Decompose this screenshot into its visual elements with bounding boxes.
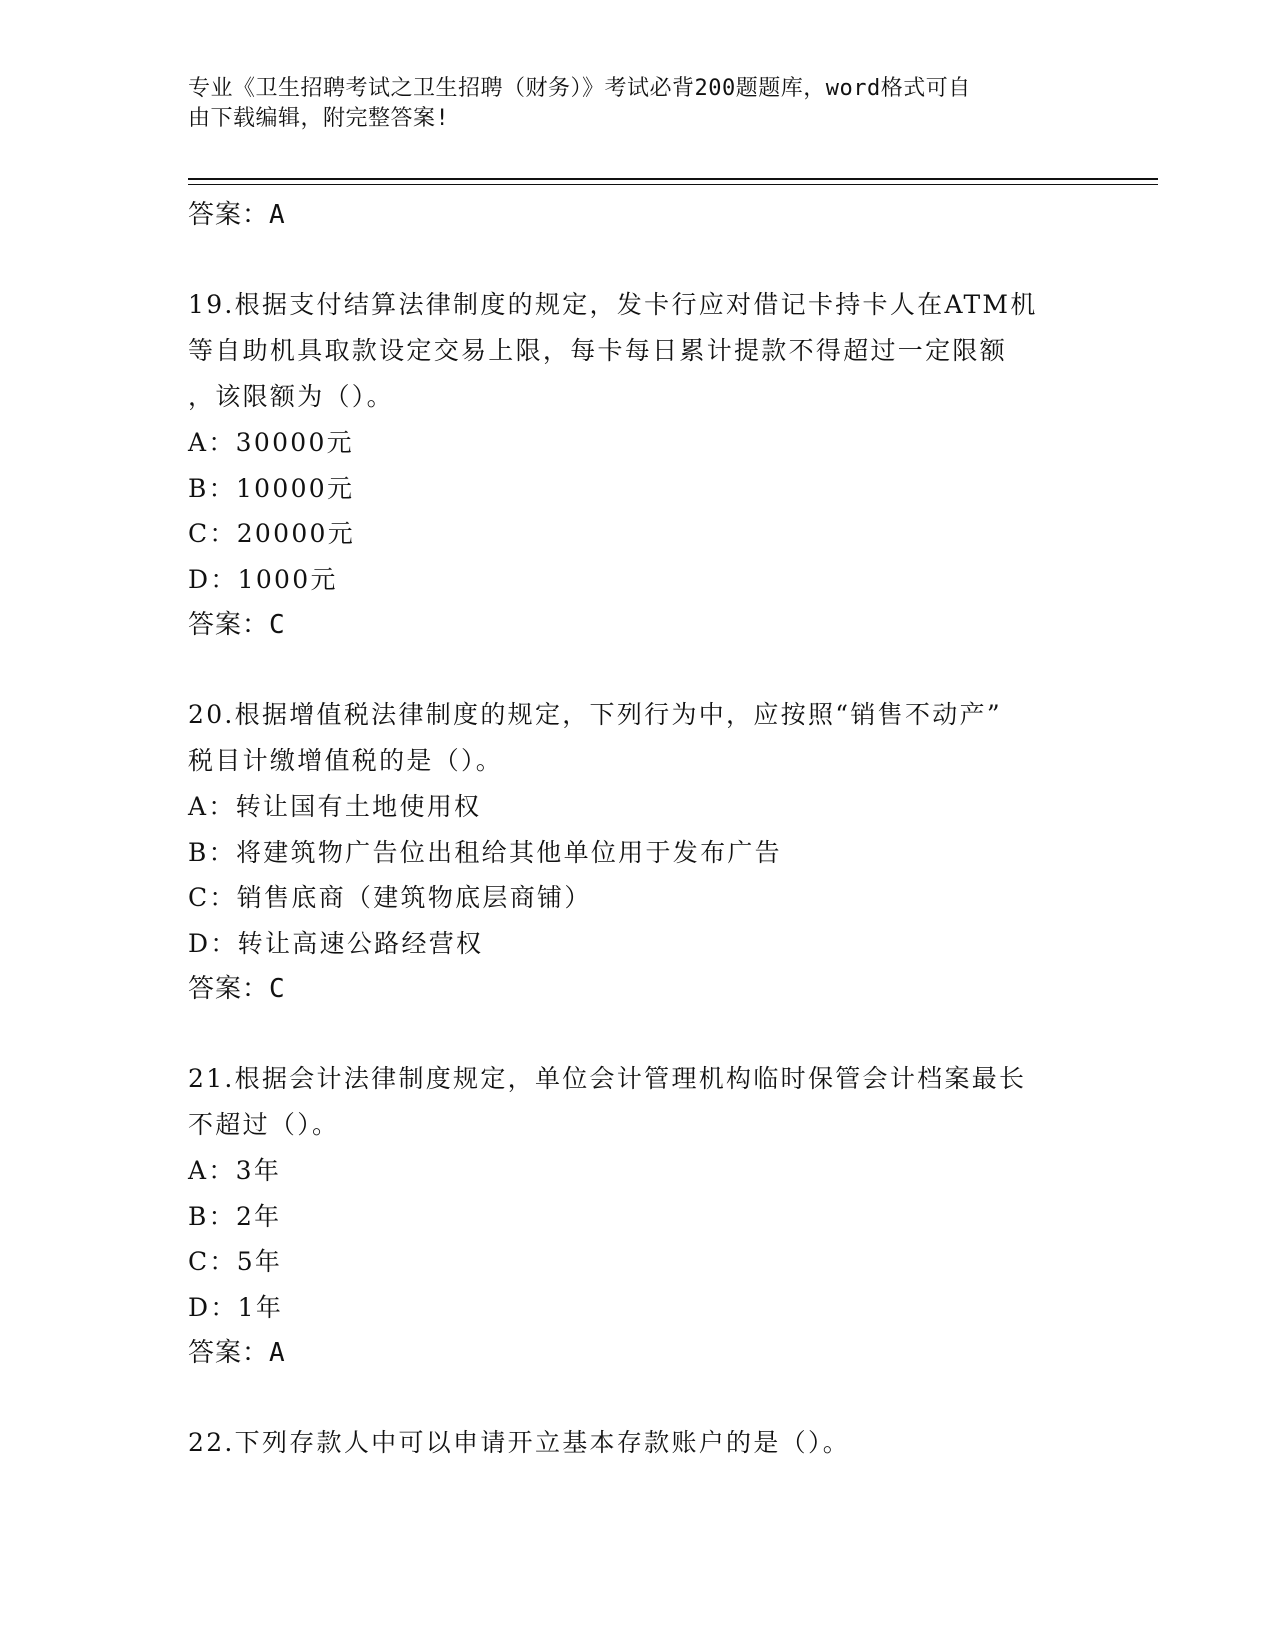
question-list: [188, 192, 1078, 1466]
document-header: [188, 74, 1068, 134]
question-20-option-a: A：转让国有土地使用权: [188, 792, 482, 821]
question-19-line-2: 等自助机具取款设定交易上限，每卡每日累计提款不得超过一定限额: [188, 336, 1008, 365]
question-21-option-b: B：2年: [188, 1201, 282, 1231]
question-22: [188, 1420, 1078, 1466]
question-20-option-c: C：销售底商（建筑物底层商铺）: [188, 883, 592, 912]
header-line-2: 由下载编辑，附完整答案!: [188, 106, 450, 131]
answer-previous: 答案：A: [188, 200, 286, 230]
question-21-option-c: C：5年: [188, 1247, 283, 1276]
header-divider-thin: [188, 184, 1158, 185]
question-19-option-c: C：20000元: [188, 519, 356, 548]
question-19: [188, 282, 1078, 648]
question-19-answer: 答案：C: [188, 610, 286, 640]
question-20-option-d: D：转让高速公路经营权: [188, 928, 484, 958]
question-19-option-d: D：1000元: [188, 564, 338, 594]
header-divider-thick: [188, 178, 1158, 180]
question-21-line-2: 不超过（）。: [188, 1110, 340, 1139]
question-19-line-1: 19.根据支付结算法律制度的规定，发卡行应对借记卡持卡人在ATM机: [188, 290, 1038, 319]
question-21: [188, 1056, 1078, 1376]
question-20-option-b: B：将建筑物广告位出租给其他单位用于发布广告: [188, 837, 782, 867]
question-22-line-1: 22.下列存款人中可以申请开立基本存款账户的是（）。: [188, 1428, 851, 1457]
question-19-option-a: A：30000元: [188, 428, 354, 457]
question-21-option-a: A：3年: [188, 1156, 282, 1185]
question-21-line-1: 21.根据会计法律制度规定，单位会计管理机构临时保管会计档案最长: [188, 1064, 1027, 1093]
question-20-answer: 答案：C: [188, 974, 286, 1004]
question-21-answer: 答案：A: [188, 1338, 286, 1368]
header-line-1: 专业《卫生招聘考试之卫生招聘（财务）》考试必背200题题库，word格式可自: [188, 76, 971, 101]
question-21-option-d: D：1年: [188, 1292, 284, 1322]
question-19-option-b: B：10000元: [188, 473, 355, 503]
question-20: [188, 692, 1078, 1012]
question-20-line-2: 税目计缴增值税的是（）。: [188, 746, 504, 775]
question-20-line-1: 20.根据增值税法律制度的规定，下列行为中，应按照“销售不动产”: [188, 700, 1002, 729]
question-19-line-3: ，该限额为（）。: [188, 382, 394, 411]
